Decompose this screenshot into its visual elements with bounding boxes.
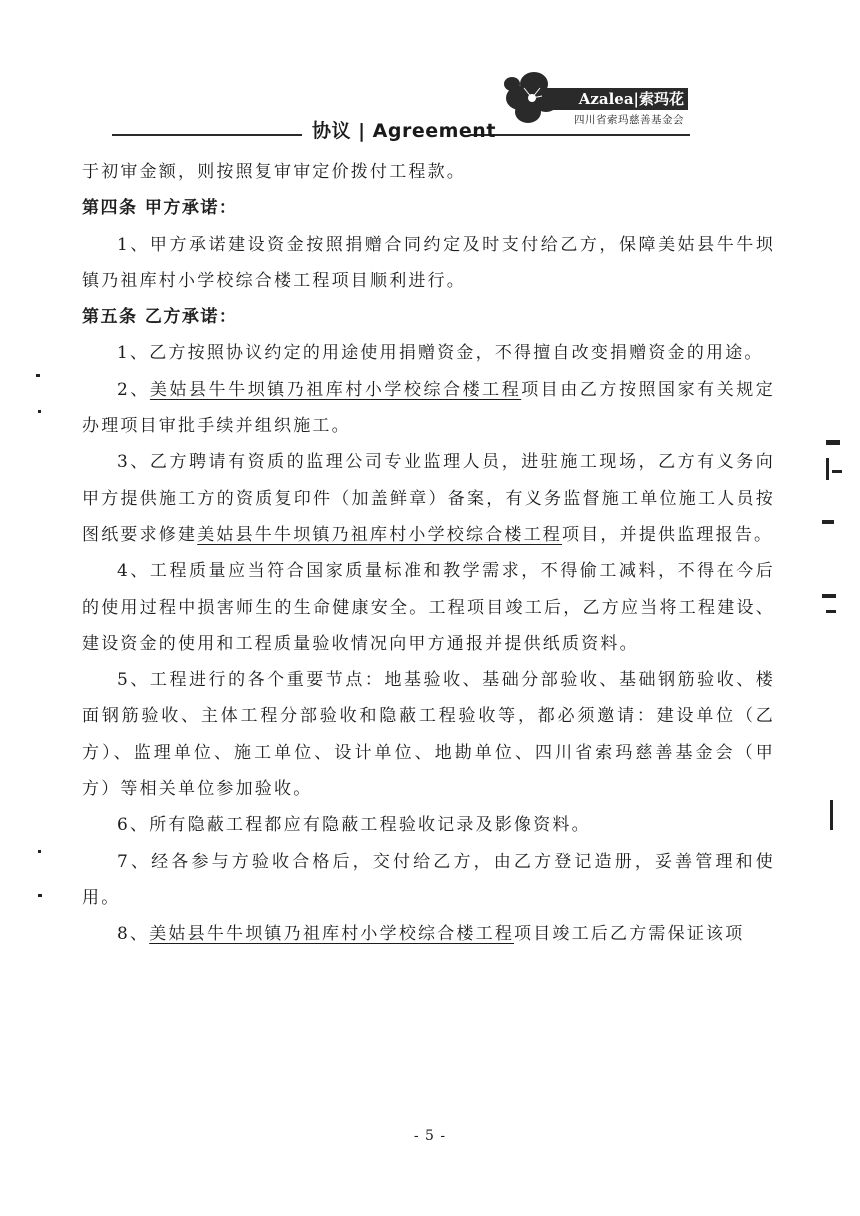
header-rule-right (470, 134, 690, 136)
continued-paragraph: 于初审金额，则按照复审审定价拨付工程款。 (82, 162, 466, 182)
article-4-heading: 第四条 甲方承诺： (82, 198, 238, 219)
scan-artifact (38, 894, 42, 897)
article-4-item-1: 1、甲方承诺建设资金按照捐赠合同约定及时支付给乙方，保障美姑县牛牛坝镇乃祖库村小学校综合楼工程项目顺利进行。 (82, 234, 775, 291)
scan-artifact (826, 458, 829, 480)
page-header (0, 0, 860, 150)
article-5-item-2 (82, 372, 775, 445)
page-number: - 5 - (413, 1128, 447, 1144)
article-5-item-8 (82, 916, 775, 952)
article-5-item-3 (82, 444, 775, 553)
item-number: 8、 (117, 924, 150, 945)
logo-org-name: 四川省索玛慈善基金会 (574, 114, 684, 126)
item-text: 3、乙方聘请有资质的监理公司专业监理人员，进驻施工现场，乙方有义务向甲方提供施工方的资质复印件（加盖鲜章）备案，有义务监督施工单位施工人员按图纸要求修建 (82, 452, 775, 545)
logo-brand-text: Azalea|索玛花 (542, 88, 688, 110)
foundation-logo (500, 66, 690, 130)
scan-artifact (38, 850, 41, 853)
agreement-body (82, 154, 775, 953)
project-name-underlined: 美姑县牛牛坝镇乃祖库村小学校综合楼工程 (149, 379, 522, 400)
scan-artifact (832, 470, 842, 473)
item-text: 项目由乙方按照国家有关规定办理项目审批手续并组织施工。 (82, 379, 775, 437)
scan-artifact (826, 440, 840, 445)
scan-artifact (826, 610, 836, 613)
header-title: 协议 | Agreement (312, 120, 496, 142)
article-5-heading: 第五条 乙方承诺： (82, 307, 238, 328)
item-text: 项目，并提供监理报告。 (562, 524, 774, 545)
article-5-item-5: 5、工程进行的各个重要节点：地基验收、基础分部验收、基础钢筋验收、楼面钢筋验收、主体工程分部验收和隐蔽工程验收等，都必须邀请：建设单位（乙方）、监理单位、施工单位、设计单位、地勘单位、四川省索玛慈善基金会（甲方）等相关单位参加验收。 (82, 670, 775, 800)
project-name-underlined: 美姑县牛牛坝镇乃祖库村小学校综合楼工程 (149, 924, 515, 945)
article-5-item-1: 1、乙方按照协议约定的用途使用捐赠资金，不得擅自改变捐赠资金的用途。 (117, 343, 764, 364)
scan-artifact (38, 410, 41, 413)
item-number: 2、 (117, 379, 150, 400)
scan-artifact (830, 800, 833, 830)
header-rule-left (112, 134, 302, 136)
article-5-item-7: 7、经各参与方验收合格后，交付给乙方，由乙方登记造册，妥善管理和使用。 (82, 851, 775, 908)
item-text: 项目竣工后乙方需保证该项 (514, 924, 745, 945)
scan-artifact (36, 374, 40, 377)
article-5-item-4: 4、工程质量应当符合国家质量标准和教学需求，不得偷工减料，不得在今后的使用过程中损害师生的生命健康安全。工程项目竣工后，乙方应当将工程建设、建设资金的使用和工程质量验收情况向甲方通报并提供纸质资料。 (82, 561, 775, 654)
project-name-underlined: 美姑县牛牛坝镇乃祖库村小学校综合楼工程 (197, 524, 563, 545)
scan-artifact (822, 594, 836, 598)
scan-artifact (822, 520, 834, 524)
article-5-item-6: 6、所有隐蔽工程都应有隐蔽工程验收记录及影像资料。 (117, 815, 591, 836)
